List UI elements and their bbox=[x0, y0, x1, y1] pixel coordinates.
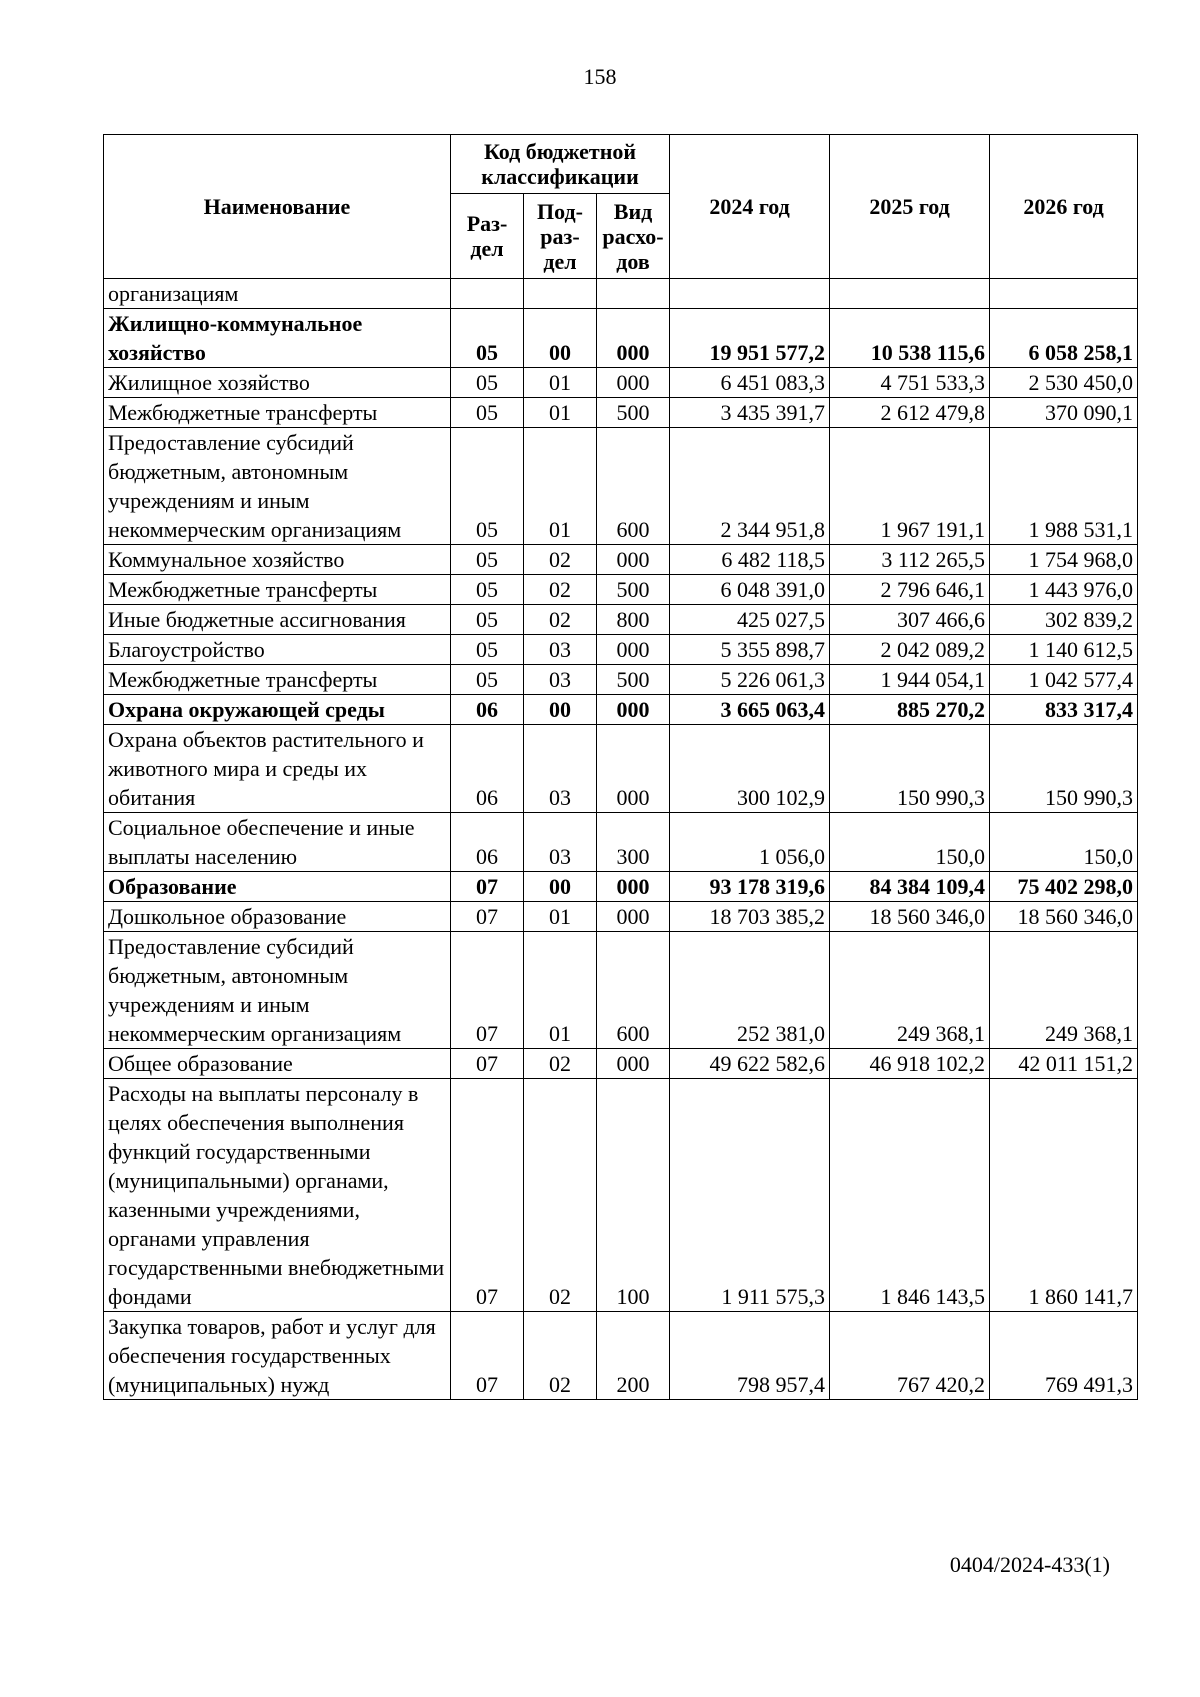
row-value-2025: 1 944 054,1 bbox=[830, 665, 990, 695]
row-subsection: 03 bbox=[524, 725, 597, 813]
table-row bbox=[104, 1312, 1138, 1400]
row-value-2026: 302 839,2 bbox=[990, 605, 1138, 635]
page-number: 158 bbox=[583, 64, 617, 89]
budget-table bbox=[103, 134, 1138, 1400]
row-value-2024: 798 957,4 bbox=[670, 1312, 830, 1400]
row-value-2026: 75 402 298,0 bbox=[990, 872, 1138, 902]
table-row bbox=[104, 309, 1138, 368]
row-section: 05 bbox=[451, 309, 524, 368]
row-expense-type: 000 bbox=[597, 545, 670, 575]
row-section: 06 bbox=[451, 725, 524, 813]
row-value-2025: 885 270,2 bbox=[830, 695, 990, 725]
table-row bbox=[104, 605, 1138, 635]
table-row bbox=[104, 902, 1138, 932]
row-value-2026: 769 491,3 bbox=[990, 1312, 1138, 1400]
row-value-2024: 252 381,0 bbox=[670, 932, 830, 1049]
row-value-2026: 370 090,1 bbox=[990, 398, 1138, 428]
row-expense-type: 500 bbox=[597, 575, 670, 605]
row-value-2024: 49 622 582,6 bbox=[670, 1049, 830, 1079]
row-subsection: 01 bbox=[524, 932, 597, 1049]
row-subsection: 00 bbox=[524, 695, 597, 725]
table-row bbox=[104, 1079, 1138, 1312]
row-subsection: 02 bbox=[524, 575, 597, 605]
row-value-2025: 2 042 089,2 bbox=[830, 635, 990, 665]
row-section bbox=[451, 279, 524, 309]
row-subsection: 00 bbox=[524, 872, 597, 902]
row-name: Расходы на выплаты персоналу в целях обеспечения выполнения функций государственными (муниципальными) органами, казенными учреждениями, органами управления государственными внебюджетными фондами bbox=[104, 1079, 451, 1312]
table-header bbox=[104, 135, 1138, 279]
table-row bbox=[104, 665, 1138, 695]
row-value-2025: 4 751 533,3 bbox=[830, 368, 990, 398]
row-section: 06 bbox=[451, 695, 524, 725]
row-value-2025 bbox=[830, 279, 990, 309]
table-row bbox=[104, 695, 1138, 725]
row-expense-type: 000 bbox=[597, 695, 670, 725]
table-row bbox=[104, 398, 1138, 428]
row-value-2024: 6 048 391,0 bbox=[670, 575, 830, 605]
table-row bbox=[104, 635, 1138, 665]
row-subsection: 02 bbox=[524, 1049, 597, 1079]
row-expense-type: 000 bbox=[597, 725, 670, 813]
row-section: 05 bbox=[451, 635, 524, 665]
row-name: Предоставление субсидий бюджетным, автономным учреждениям и иным некоммерческим организациям bbox=[104, 428, 451, 545]
row-name: Закупка товаров, работ и услуг для обеспечения государственных (муниципальных) нужд bbox=[104, 1312, 451, 1400]
row-subsection: 02 bbox=[524, 1079, 597, 1312]
row-expense-type: 300 bbox=[597, 813, 670, 872]
row-name: Дошкольное образование bbox=[104, 902, 451, 932]
row-value-2026: 1 140 612,5 bbox=[990, 635, 1138, 665]
row-subsection: 03 bbox=[524, 635, 597, 665]
row-value-2024: 425 027,5 bbox=[670, 605, 830, 635]
row-value-2025: 150 990,3 bbox=[830, 725, 990, 813]
row-subsection: 01 bbox=[524, 368, 597, 398]
row-name: Социальное обеспечение и иные выплаты населению bbox=[104, 813, 451, 872]
table-row bbox=[104, 575, 1138, 605]
row-value-2026: 833 317,4 bbox=[990, 695, 1138, 725]
table-body bbox=[104, 279, 1138, 1400]
row-subsection: 02 bbox=[524, 545, 597, 575]
row-value-2026 bbox=[990, 279, 1138, 309]
row-section: 05 bbox=[451, 398, 524, 428]
row-value-2026: 1 988 531,1 bbox=[990, 428, 1138, 545]
row-subsection bbox=[524, 279, 597, 309]
table-row bbox=[104, 932, 1138, 1049]
row-value-2024: 2 344 951,8 bbox=[670, 428, 830, 545]
row-expense-type: 000 bbox=[597, 309, 670, 368]
row-value-2024: 1 056,0 bbox=[670, 813, 830, 872]
row-value-2024: 3 665 063,4 bbox=[670, 695, 830, 725]
row-name: Жилищное хозяйство bbox=[104, 368, 451, 398]
table-row bbox=[104, 725, 1138, 813]
row-section: 05 bbox=[451, 368, 524, 398]
row-name: Жилищно-коммунальное хозяйство bbox=[104, 309, 451, 368]
row-name: Охрана окружающей среды bbox=[104, 695, 451, 725]
table-row bbox=[104, 813, 1138, 872]
row-value-2025: 1 846 143,5 bbox=[830, 1079, 990, 1312]
row-section: 07 bbox=[451, 1312, 524, 1400]
row-value-2025: 150,0 bbox=[830, 813, 990, 872]
row-value-2024: 5 226 061,3 bbox=[670, 665, 830, 695]
header-2024: 2024 год bbox=[670, 135, 830, 279]
row-value-2025: 2 612 479,8 bbox=[830, 398, 990, 428]
row-subsection: 02 bbox=[524, 1312, 597, 1400]
row-section: 07 bbox=[451, 1079, 524, 1312]
row-value-2025: 18 560 346,0 bbox=[830, 902, 990, 932]
row-value-2024 bbox=[670, 279, 830, 309]
row-value-2024: 300 102,9 bbox=[670, 725, 830, 813]
row-subsection: 03 bbox=[524, 813, 597, 872]
table-row bbox=[104, 279, 1138, 309]
document-number: 0404/2024-433(1) bbox=[949, 1552, 1110, 1577]
row-value-2026: 1 860 141,7 bbox=[990, 1079, 1138, 1312]
row-subsection: 03 bbox=[524, 665, 597, 695]
row-value-2026: 150 990,3 bbox=[990, 725, 1138, 813]
row-value-2024: 6 451 083,3 bbox=[670, 368, 830, 398]
row-subsection: 00 bbox=[524, 309, 597, 368]
row-value-2024: 19 951 577,2 bbox=[670, 309, 830, 368]
row-name: Межбюджетные трансферты bbox=[104, 665, 451, 695]
row-value-2025: 307 466,6 bbox=[830, 605, 990, 635]
row-value-2025: 249 368,1 bbox=[830, 932, 990, 1049]
row-section: 05 bbox=[451, 575, 524, 605]
row-value-2026: 1 042 577,4 bbox=[990, 665, 1138, 695]
row-value-2026: 18 560 346,0 bbox=[990, 902, 1138, 932]
header-code-group: Код бюджетной классификации bbox=[451, 135, 670, 194]
row-name: Иные бюджетные ассигнования bbox=[104, 605, 451, 635]
table-row bbox=[104, 368, 1138, 398]
table-row bbox=[104, 872, 1138, 902]
row-section: 05 bbox=[451, 605, 524, 635]
row-subsection: 02 bbox=[524, 605, 597, 635]
row-value-2025: 767 420,2 bbox=[830, 1312, 990, 1400]
row-expense-type: 200 bbox=[597, 1312, 670, 1400]
header-subsection: Под- раз- дел bbox=[524, 194, 597, 279]
row-value-2026: 6 058 258,1 bbox=[990, 309, 1138, 368]
row-expense-type: 000 bbox=[597, 902, 670, 932]
row-expense-type: 600 bbox=[597, 428, 670, 545]
header-name: Наименование bbox=[104, 135, 451, 279]
row-section: 07 bbox=[451, 902, 524, 932]
row-section: 06 bbox=[451, 813, 524, 872]
row-name: Общее образование bbox=[104, 1049, 451, 1079]
row-value-2025: 84 384 109,4 bbox=[830, 872, 990, 902]
row-section: 07 bbox=[451, 872, 524, 902]
row-value-2024: 6 482 118,5 bbox=[670, 545, 830, 575]
row-expense-type: 100 bbox=[597, 1079, 670, 1312]
row-name: Коммунальное хозяйство bbox=[104, 545, 451, 575]
row-name: Предоставление субсидий бюджетным, автономным учреждениям и иным некоммерческим организациям bbox=[104, 932, 451, 1049]
row-section: 05 bbox=[451, 665, 524, 695]
row-section: 05 bbox=[451, 545, 524, 575]
table-row bbox=[104, 1049, 1138, 1079]
row-expense-type: 000 bbox=[597, 368, 670, 398]
row-value-2026: 150,0 bbox=[990, 813, 1138, 872]
row-value-2026: 1 443 976,0 bbox=[990, 575, 1138, 605]
row-expense-type bbox=[597, 279, 670, 309]
row-subsection: 01 bbox=[524, 398, 597, 428]
row-value-2025: 46 918 102,2 bbox=[830, 1049, 990, 1079]
row-subsection: 01 bbox=[524, 428, 597, 545]
row-value-2026: 1 754 968,0 bbox=[990, 545, 1138, 575]
row-value-2026: 249 368,1 bbox=[990, 932, 1138, 1049]
row-name: Образование bbox=[104, 872, 451, 902]
row-section: 07 bbox=[451, 932, 524, 1049]
table-row bbox=[104, 545, 1138, 575]
row-name: Охрана объектов растительного и животного мира и среды их обитания bbox=[104, 725, 451, 813]
row-expense-type: 500 bbox=[597, 665, 670, 695]
row-value-2025: 3 112 265,5 bbox=[830, 545, 990, 575]
row-value-2024: 1 911 575,3 bbox=[670, 1079, 830, 1312]
row-value-2026: 2 530 450,0 bbox=[990, 368, 1138, 398]
row-value-2024: 93 178 319,6 bbox=[670, 872, 830, 902]
row-expense-type: 600 bbox=[597, 932, 670, 1049]
header-2025: 2025 год bbox=[830, 135, 990, 279]
row-expense-type: 000 bbox=[597, 635, 670, 665]
row-name: Благоустройство bbox=[104, 635, 451, 665]
row-value-2026: 42 011 151,2 bbox=[990, 1049, 1138, 1079]
row-section: 05 bbox=[451, 428, 524, 545]
row-expense-type: 000 bbox=[597, 1049, 670, 1079]
row-value-2025: 10 538 115,6 bbox=[830, 309, 990, 368]
row-expense-type: 500 bbox=[597, 398, 670, 428]
row-subsection: 01 bbox=[524, 902, 597, 932]
row-value-2024: 3 435 391,7 bbox=[670, 398, 830, 428]
row-expense-type: 000 bbox=[597, 872, 670, 902]
row-name: организациям bbox=[104, 279, 451, 309]
table-row bbox=[104, 428, 1138, 545]
row-expense-type: 800 bbox=[597, 605, 670, 635]
row-section: 07 bbox=[451, 1049, 524, 1079]
row-value-2025: 1 967 191,1 bbox=[830, 428, 990, 545]
header-2026: 2026 год bbox=[990, 135, 1138, 279]
header-expense-type: Вид расхо- дов bbox=[597, 194, 670, 279]
row-value-2024: 5 355 898,7 bbox=[670, 635, 830, 665]
row-name: Межбюджетные трансферты bbox=[104, 398, 451, 428]
row-name: Межбюджетные трансферты bbox=[104, 575, 451, 605]
row-value-2025: 2 796 646,1 bbox=[830, 575, 990, 605]
row-value-2024: 18 703 385,2 bbox=[670, 902, 830, 932]
header-section: Раз- дел bbox=[451, 194, 524, 279]
